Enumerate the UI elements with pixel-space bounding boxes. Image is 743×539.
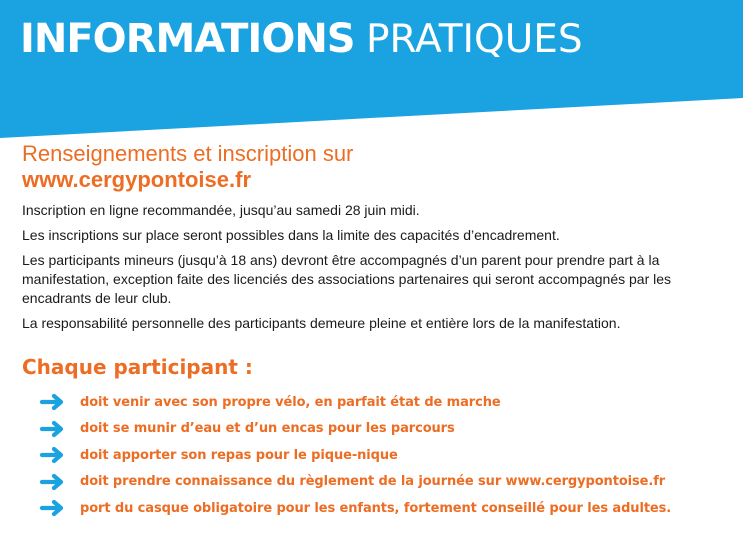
paragraph-responsibility: La responsabilité personnelle des participants demeure pleine et entière lors de la manifestation. [22,315,621,331]
section-title: Chaque participant : [22,355,253,379]
list-item [40,416,671,443]
paragraph-minors: Les participants mineurs (jusqu’à 18 ans) devront être accompagnés d’un parent pour prendre part à la manifestation, exception faite des licenciés des associations partenaires qui seront accompagnés par les encadrants de leur club. [22,252,672,306]
participant-list [40,389,671,522]
list-item-text: port du casque obligatoire pour les enfants, fortement conseillé pour les adultes. [80,500,672,516]
arrow-right-icon [40,499,66,517]
list-item-text: doit se munir d’eau et d’un encas pour les parcours [80,421,455,437]
list-item-text: doit prendre connaissance du règlement de la journée sur www.cergypontoise.fr [80,474,666,490]
header-banner [0,0,743,140]
arrow-right-icon [40,473,66,491]
page-title-light: PRATIQUES [366,17,583,62]
page-title-bold: INFORMATIONS [20,16,355,62]
list-item [40,389,671,416]
list-item [40,442,671,469]
paragraph-registration: Inscription en ligne recommandée, jusqu’au samedi 28 juin midi. [22,202,420,218]
list-item [40,495,671,522]
arrow-right-icon [40,420,66,438]
intro-url-link[interactable]: www.cergypontoise.fr [22,167,252,192]
intro-heading: Renseignements et inscription sur [22,141,354,166]
page-title [20,8,583,70]
arrow-right-icon [40,393,66,411]
paragraph-onsite: Les inscriptions sur place seront possibles dans la limite des capacités d’encadrement. [22,227,560,243]
list-item-text: doit apporter son repas pour le pique-nique [80,447,398,463]
info-content [22,141,722,339]
list-item-text: doit venir avec son propre vélo, en parfait état de marche [80,394,501,410]
list-item [40,469,671,496]
arrow-right-icon [40,446,66,464]
